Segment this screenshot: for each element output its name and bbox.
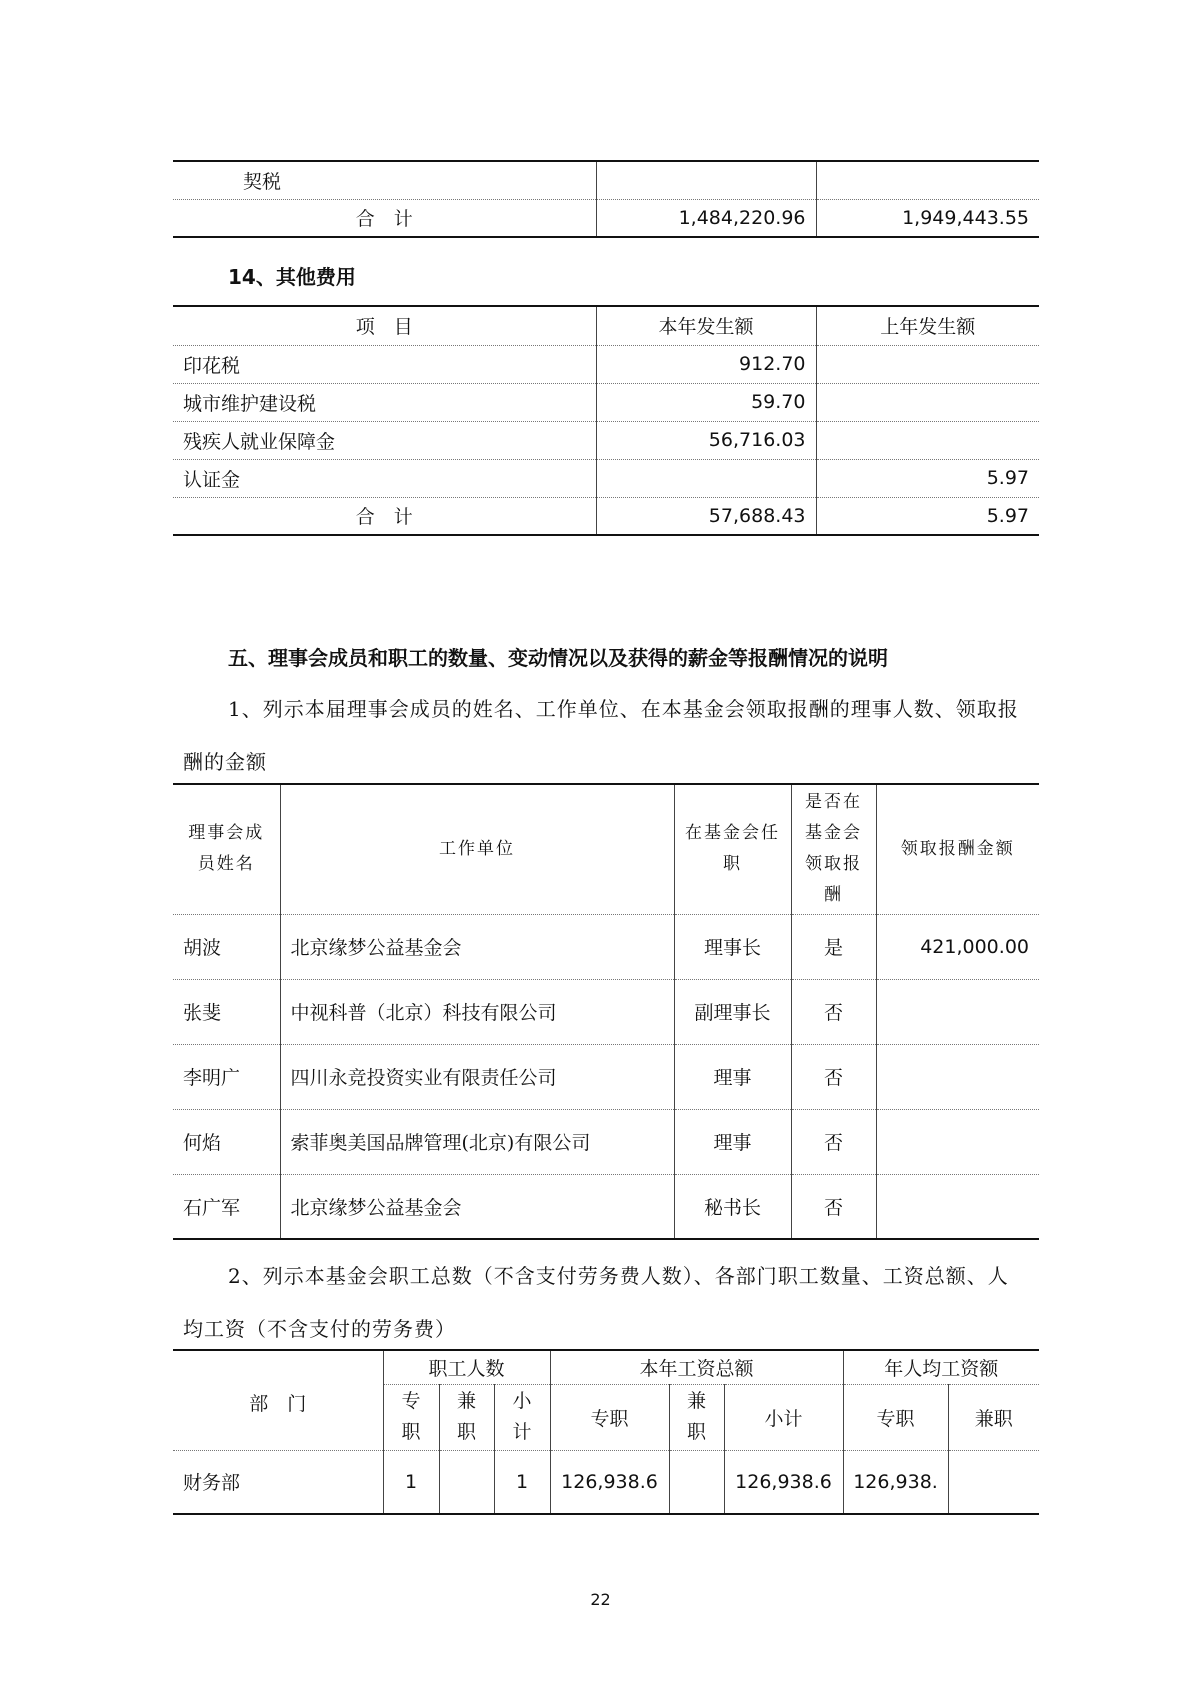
table-row: [173, 914, 1039, 979]
member-name: 张斐: [183, 1002, 222, 1024]
previous-cell: 5.97: [816, 459, 1039, 497]
subtotal-wage: 126,938.6: [724, 1450, 843, 1514]
total-row: [173, 199, 1039, 237]
total-previous: 1,949,443.55: [816, 199, 1039, 237]
avg-parttime-wage: [948, 1450, 1039, 1514]
member-name: 石广军: [183, 1196, 241, 1219]
current-cell: [596, 161, 816, 199]
member-position: 理事: [674, 1109, 791, 1174]
paragraph-1-line-1: 1、列示本届理事会成员的姓名、工作单位、在本基金会领取报酬的理事人数、领取报: [228, 697, 1019, 721]
table-row: [173, 979, 1039, 1044]
avg-fulltime-wage: 126,938.: [843, 1450, 948, 1514]
member-paid: 否: [791, 1109, 876, 1174]
section-14-heading: 14、其他费用: [228, 265, 356, 289]
item-cell: 认证金: [183, 468, 241, 491]
header-amount: 领取报酬金额: [876, 784, 1039, 914]
total-current: 1,484,220.96: [596, 199, 816, 237]
table-row: [173, 161, 1039, 199]
table-row: [173, 1044, 1039, 1109]
dept-name: 财务部: [183, 1472, 241, 1495]
header-item: 项 目: [355, 316, 413, 339]
parttime-wage: [669, 1450, 724, 1514]
total-previous: 5.97: [816, 497, 1039, 535]
header-row: [173, 306, 1039, 345]
header-unit: 工作单位: [280, 784, 674, 914]
previous-cell: [816, 383, 1039, 421]
subheader-fulltime-wage: 专职: [550, 1384, 669, 1450]
current-cell: 56,716.03: [596, 421, 816, 459]
subheader-fulltime-count: 专职: [383, 1384, 439, 1450]
fulltime-count: 1: [383, 1450, 439, 1514]
subheader-avg-fulltime: 专职: [843, 1384, 948, 1450]
header-position: 在基金会任职: [685, 823, 780, 875]
member-unit: 北京缘梦公益基金会: [280, 1174, 674, 1239]
other-expenses-table: [173, 305, 1039, 536]
subheader-avg-parttime: 兼职: [948, 1384, 1039, 1450]
item-cell: 契税: [243, 170, 282, 193]
current-cell: [596, 459, 816, 497]
member-amount: [876, 1174, 1039, 1239]
header-row: [173, 1350, 1039, 1384]
member-unit: 索菲奥美国品牌管理(北京)有限公司: [280, 1109, 674, 1174]
fulltime-wage: 126,938.6: [550, 1450, 669, 1514]
board-members-table: [173, 783, 1039, 1240]
parttime-count: [439, 1450, 494, 1514]
header-previous: 上年发生额: [816, 306, 1039, 345]
member-amount: [876, 1109, 1039, 1174]
member-paid: 否: [791, 1044, 876, 1109]
header-count: 职工人数: [383, 1350, 550, 1384]
total-label: 合 计: [355, 208, 413, 231]
member-amount: 421,000.00: [876, 914, 1039, 979]
table-row: [173, 1174, 1039, 1239]
member-unit: 中视科普（北京）科技有限公司: [280, 979, 674, 1044]
staff-wage-table: [173, 1349, 1039, 1515]
item-cell: 印花税: [183, 354, 241, 377]
page-number: 22: [590, 1590, 611, 1609]
previous-cell: [816, 345, 1039, 383]
header-current: 本年发生额: [596, 306, 816, 345]
subheader-parttime-wage: 兼职: [669, 1384, 724, 1450]
tax-table-continued: [173, 160, 1039, 238]
table-row: [173, 345, 1039, 383]
member-unit: 四川永竞投资实业有限责任公司: [280, 1044, 674, 1109]
member-amount: [876, 1044, 1039, 1109]
table-row: [173, 421, 1039, 459]
member-name: 胡波: [183, 937, 222, 959]
previous-cell: [816, 421, 1039, 459]
header-paid: 是否在基金会领取报酬: [805, 792, 862, 906]
subheader-subtotal-count: 小计: [494, 1384, 550, 1450]
section-5-heading: 五、理事会成员和职工的数量、变动情况以及获得的薪金等报酬情况的说明: [228, 646, 888, 670]
previous-cell: [816, 161, 1039, 199]
member-position: 理事: [674, 1044, 791, 1109]
total-current: 57,688.43: [596, 497, 816, 535]
table-row: [173, 1450, 1039, 1514]
paragraph-1-line-2: 酬的金额: [183, 750, 267, 774]
header-dept: 部 门: [249, 1393, 307, 1415]
subheader-subtotal-wage: 小计: [724, 1384, 843, 1450]
member-position: 副理事长: [674, 979, 791, 1044]
current-cell: 59.70: [596, 383, 816, 421]
header-total-wage: 本年工资总额: [550, 1350, 843, 1384]
table-row: [173, 383, 1039, 421]
item-cell: 残疾人就业保障金: [183, 430, 336, 453]
total-row: [173, 497, 1039, 535]
member-paid: 是: [791, 914, 876, 979]
header-avg-wage: 年人均工资额: [843, 1350, 1039, 1384]
paragraph-2-line-2: 均工资（不含支付的劳务费）: [183, 1317, 456, 1341]
current-cell: 912.70: [596, 345, 816, 383]
subheader-parttime-count: 兼职: [439, 1384, 494, 1450]
subtotal-count: 1: [494, 1450, 550, 1514]
header-row: [173, 784, 1039, 914]
member-name: 李明广: [183, 1067, 241, 1089]
member-paid: 否: [791, 1174, 876, 1239]
item-cell: 城市维护建设税: [183, 392, 317, 415]
header-name: 理事会成员姓名: [188, 823, 265, 875]
table-row: [173, 459, 1039, 497]
member-amount: [876, 979, 1039, 1044]
table-row: [173, 1109, 1039, 1174]
member-unit: 北京缘梦公益基金会: [280, 914, 674, 979]
paragraph-2-line-1: 2、列示本基金会职工总数（不含支付劳务费人数）、各部门职工数量、工资总额、人: [228, 1264, 1009, 1288]
member-name: 何焰: [183, 1132, 222, 1154]
member-position: 秘书长: [674, 1174, 791, 1239]
member-paid: 否: [791, 979, 876, 1044]
member-position: 理事长: [674, 914, 791, 979]
total-label: 合 计: [355, 506, 413, 529]
